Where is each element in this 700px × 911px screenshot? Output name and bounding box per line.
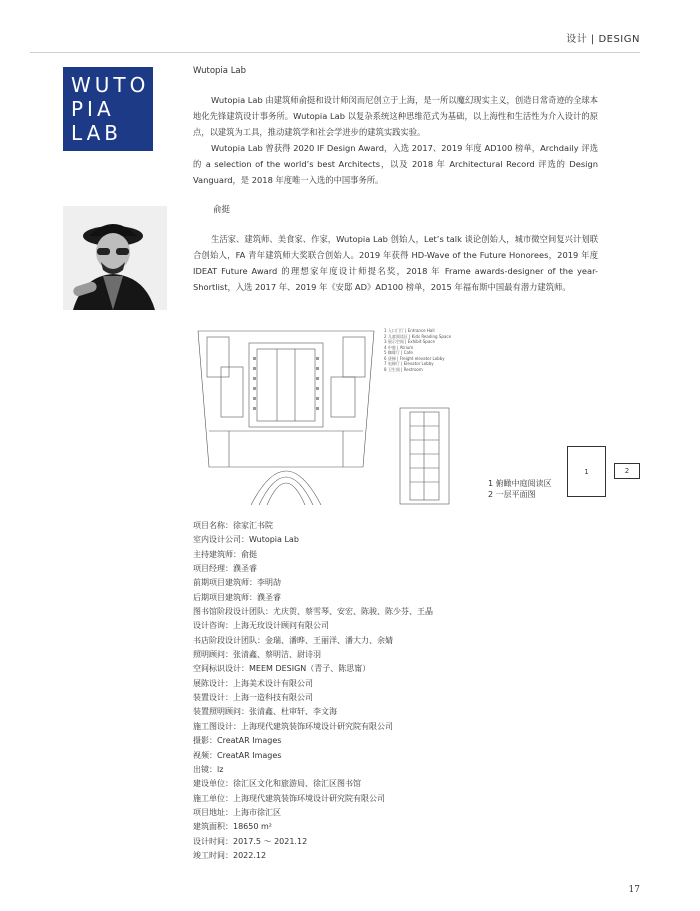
header-divider [30,52,640,53]
credit-line: 视频：CreatAR Images [193,750,282,760]
credit-line: 建设单位：徐汇区文化和旅游局、徐汇区图书馆 [193,779,361,789]
legend-item: 6 货梯 | Freight elevator Lobby [384,355,445,361]
plan-legend [384,328,451,372]
credit-line: 施工图设计：上海现代建筑装饰环境设计研究院有限公司 [193,721,393,731]
page-number: 17 [628,885,640,895]
credit-line: 空间标识设计：MEEM DESIGN（青子、陈思甯） [193,664,371,674]
credit-line: 竣工时间：2022.12 [193,850,267,860]
credit-line: 图书馆阶段设计团队：尤庆贺、蔡雪琴、安宏、陈骏、陈少芬、王晶 [193,607,433,617]
credit-line: 建筑面积：18650 m² [193,822,272,832]
caption-1: 1 俯瞰中庭阅读区 [488,479,552,488]
section-plan-drawing [398,406,451,506]
legend-item: 2 儿童阅读区 | Kids Reading Space [384,333,452,339]
caption-2: 2 一层平面图 [488,490,536,499]
credit-line: 后期项目建筑师：濮圣睿 [193,592,281,602]
credit-line: 施工单位：上海现代建筑装饰环境设计研究院有限公司 [193,793,385,803]
figure-index-box-1: 1 [567,446,606,497]
credit-line: 展陈设计：上海美术设计有限公司 [193,678,313,688]
credit-line: 前期项目建筑师：李明劼 [193,578,281,588]
credit-line: 照明顾问：张清鑫、蔡明洁、尉诗羽 [193,650,321,660]
logo-line-1: WUTO [71,73,150,97]
lab-name: Wutopia Lab [193,66,247,76]
lab-paragraph-2: Wutopia Lab 曾获得 2020 IF Design Award，入选 2017、2019 年度 AD100 榜单，Archdaily 评选的 a selection of the world’s best Architects，以及 2018 年 Architectural Record 评选的 Design Vanguard，是 2018 年度唯一入选的中国事务所。 [193,143,598,185]
legend-item: 7 电梯厅 | Elevator Lobby [384,361,434,366]
credit-line: 设计时间：2017.5 ～ 2021.12 [193,836,308,846]
section-label: 设计 | DESIGN [566,34,640,45]
architect-bio [193,231,598,295]
architect-bio-text: 生活家、建筑师、美食家、作家，Wutopia Lab 创始人，Let’s talk 谈论创始人，城市微空间复兴计划联合创始人，FA 青年建筑师大奖联合创始人。2019 年获得 HD-Wave of the Future Honorees，2019 年度 IDEAT Future Award 的理想家年度设计师提名奖，2018 年 Frame awards-designer of the year-Shortlist，入选 2017 年、2019 年《安邸 AD》AD100 榜单，2015 年福布斯中国最有潜力建筑师。 [193,234,598,292]
ground-floor-plan-drawing [193,327,379,505]
figure-captions [488,478,552,500]
legend-item: 5 咖啡厅 | Cafe [384,350,413,355]
credit-line: 项目地址：上海市徐汇区 [193,807,281,817]
wutopia-lab-logo [63,67,153,151]
credit-line: 摄影：CreatAR Images [193,736,282,746]
logo-line-3: LAB [71,121,123,145]
figure-index-box-2: 2 [614,463,640,479]
credit-line: 出镜：lz [193,764,224,774]
legend-item: 8 卫生间 | Restroom [384,366,423,372]
lab-description [193,92,598,188]
legend-item: 1 入口门厅 | Entrance Hall [384,328,435,333]
logo-line-2: PIA [71,97,115,121]
credit-line: 室内设计公司：Wutopia Lab [193,535,299,545]
credit-line: 项目经理：濮圣睿 [193,564,257,574]
legend-item: 3 展示空间 | Exhibit Space [384,339,435,344]
credit-line: 装置设计：上海一造科技有限公司 [193,693,313,703]
architect-name: 俞挺 [213,205,231,215]
credit-line: 装置照明顾问：张清鑫、杜审轩、李文海 [193,707,337,717]
architect-portrait-photo [63,206,167,310]
credit-line: 设计咨询：上海无玫设计顾问有限公司 [193,621,329,631]
legend-item: 4 中庭 | Atrium [384,344,414,350]
credit-line: 主持建筑师：俞挺 [193,549,257,559]
project-credits [193,519,433,863]
credit-line: 项目名称：徐家汇书院 [193,521,273,530]
credit-line: 书店阶段设计团队：金瑞、潘晔、王丽洋、潘大力、余婧 [193,635,393,645]
lab-paragraph-1: Wutopia Lab 由建筑师俞挺和设计师闵而尼创立于上海，是一所以魔幻现实主义，创造日常奇迹的全球本地化先锋建筑设计事务所。Wutopia Lab 以复杂系统这种思维范式为基础，以上海性和生活性为介入设计的原点，以建筑为工具，推动建筑学和社会学进步的建筑实践实验。 [193,95,598,137]
